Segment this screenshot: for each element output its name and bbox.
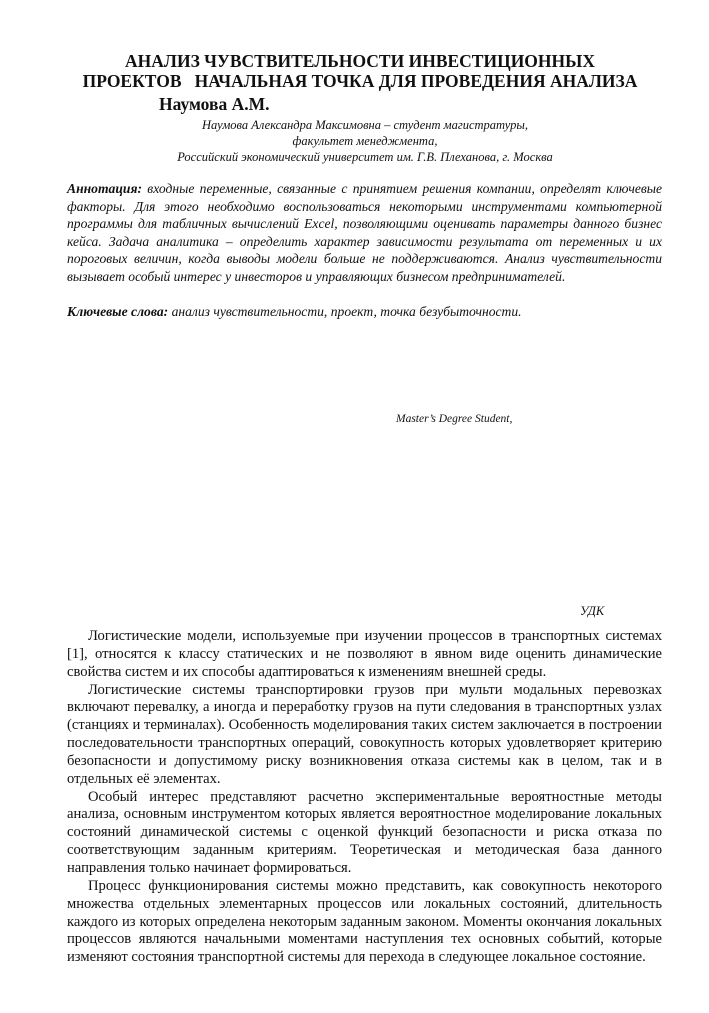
abstract-label: Аннотация: (67, 181, 142, 196)
title-line-2: ПРОЕКТОВ НАЧАЛЬНАЯ ТОЧКА ДЛЯ ПРОВЕДЕНИЯ АНАЛИЗА (82, 71, 638, 91)
udk-label: УДК (580, 604, 605, 618)
abstract (67, 180, 662, 286)
affiliation-line-3: Российский экономический университет им. Г.В. Плеханова, г. Москва (177, 150, 553, 164)
body-paragraph-3: Особый интерес представляют расчетно экспериментальные вероятностные методы анализа, основным инструментом которых является вероятностное моделирование локальных состояний динамической системы с оценкой функций безопасности и риска отказа по соответствующим заданным критериям. Теоретическая и методическая база данного направления только начинает формироваться. (67, 788, 662, 876)
body-paragraph-1: Логистические модели, используемые при изучении процессов в транспортных системах [1], относятся к классу статических и не позволяют в явном виде оценить динамические свойства систем и их способы адаптироваться к изменениям внешней среды. (67, 628, 662, 680)
keywords (67, 303, 662, 321)
keywords-label: Ключевые слова: (67, 304, 169, 319)
english-affiliation: Master’s Degree Student, (396, 413, 513, 425)
author-affiliation (100, 117, 630, 165)
body-text (67, 628, 662, 967)
affiliation-line-1: Наумова Александра Максимовна – студент магистратуры, (201, 118, 528, 132)
title-line-1: АНАЛИЗ ЧУВСТВИТЕЛЬНОСТИ ИНВЕСТИЦИОННЫХ (125, 51, 595, 71)
affiliation-line-2: факультет менеджмента, (292, 134, 438, 148)
body-paragraph-4: Процесс функционирования системы можно представить, как совокупность некоторого множества отдельных элементарных процессов или локальных состояний, длительность каждого из которых определена некоторым заданным законом. Моменты окончания локальных процессов являются начальными моментами наступления тех основных событий, которые изменяют состояния транспортной системы для перехода в следующее локальное состояние. (67, 877, 662, 966)
abstract-text: входные переменные, связанные с принятием решения компании, определят ключевые факторы. Для этого необходимо воспользоваться некоторыми инструментами компьютерной программы для табличных вычислений Excel, позволяющими оценивать параметры данного бизнес кейса. Задача аналитика – определить характер зависимости результата от переменных и их пороговых величин, когда выводы модели больше не поддерживаются. Анализ чувствительности вызывает особый интерес у инвесторов и управляющих бизнесом предпринимателей. (67, 181, 662, 284)
keywords-text: анализ чувствительности, проект, точка безубыточности. (168, 304, 522, 319)
paper-title (60, 51, 660, 91)
author-short-name: Наумова А.М. (159, 94, 270, 114)
body-paragraph-2: Логистические системы транспортировки грузов при мульти модальных перевозках включают перевалку, а иногда и переработку грузов на пути следования в транспортных узлах (станциях и терминалах). Особенность моделирования таких систем заключается в построении последовательности транспортных операций, совокупность которых удовлетворяет критерию безопасности и допустимому риску возникновения отказа системы как в целом, так и в отдельных её элементах. (67, 681, 662, 787)
